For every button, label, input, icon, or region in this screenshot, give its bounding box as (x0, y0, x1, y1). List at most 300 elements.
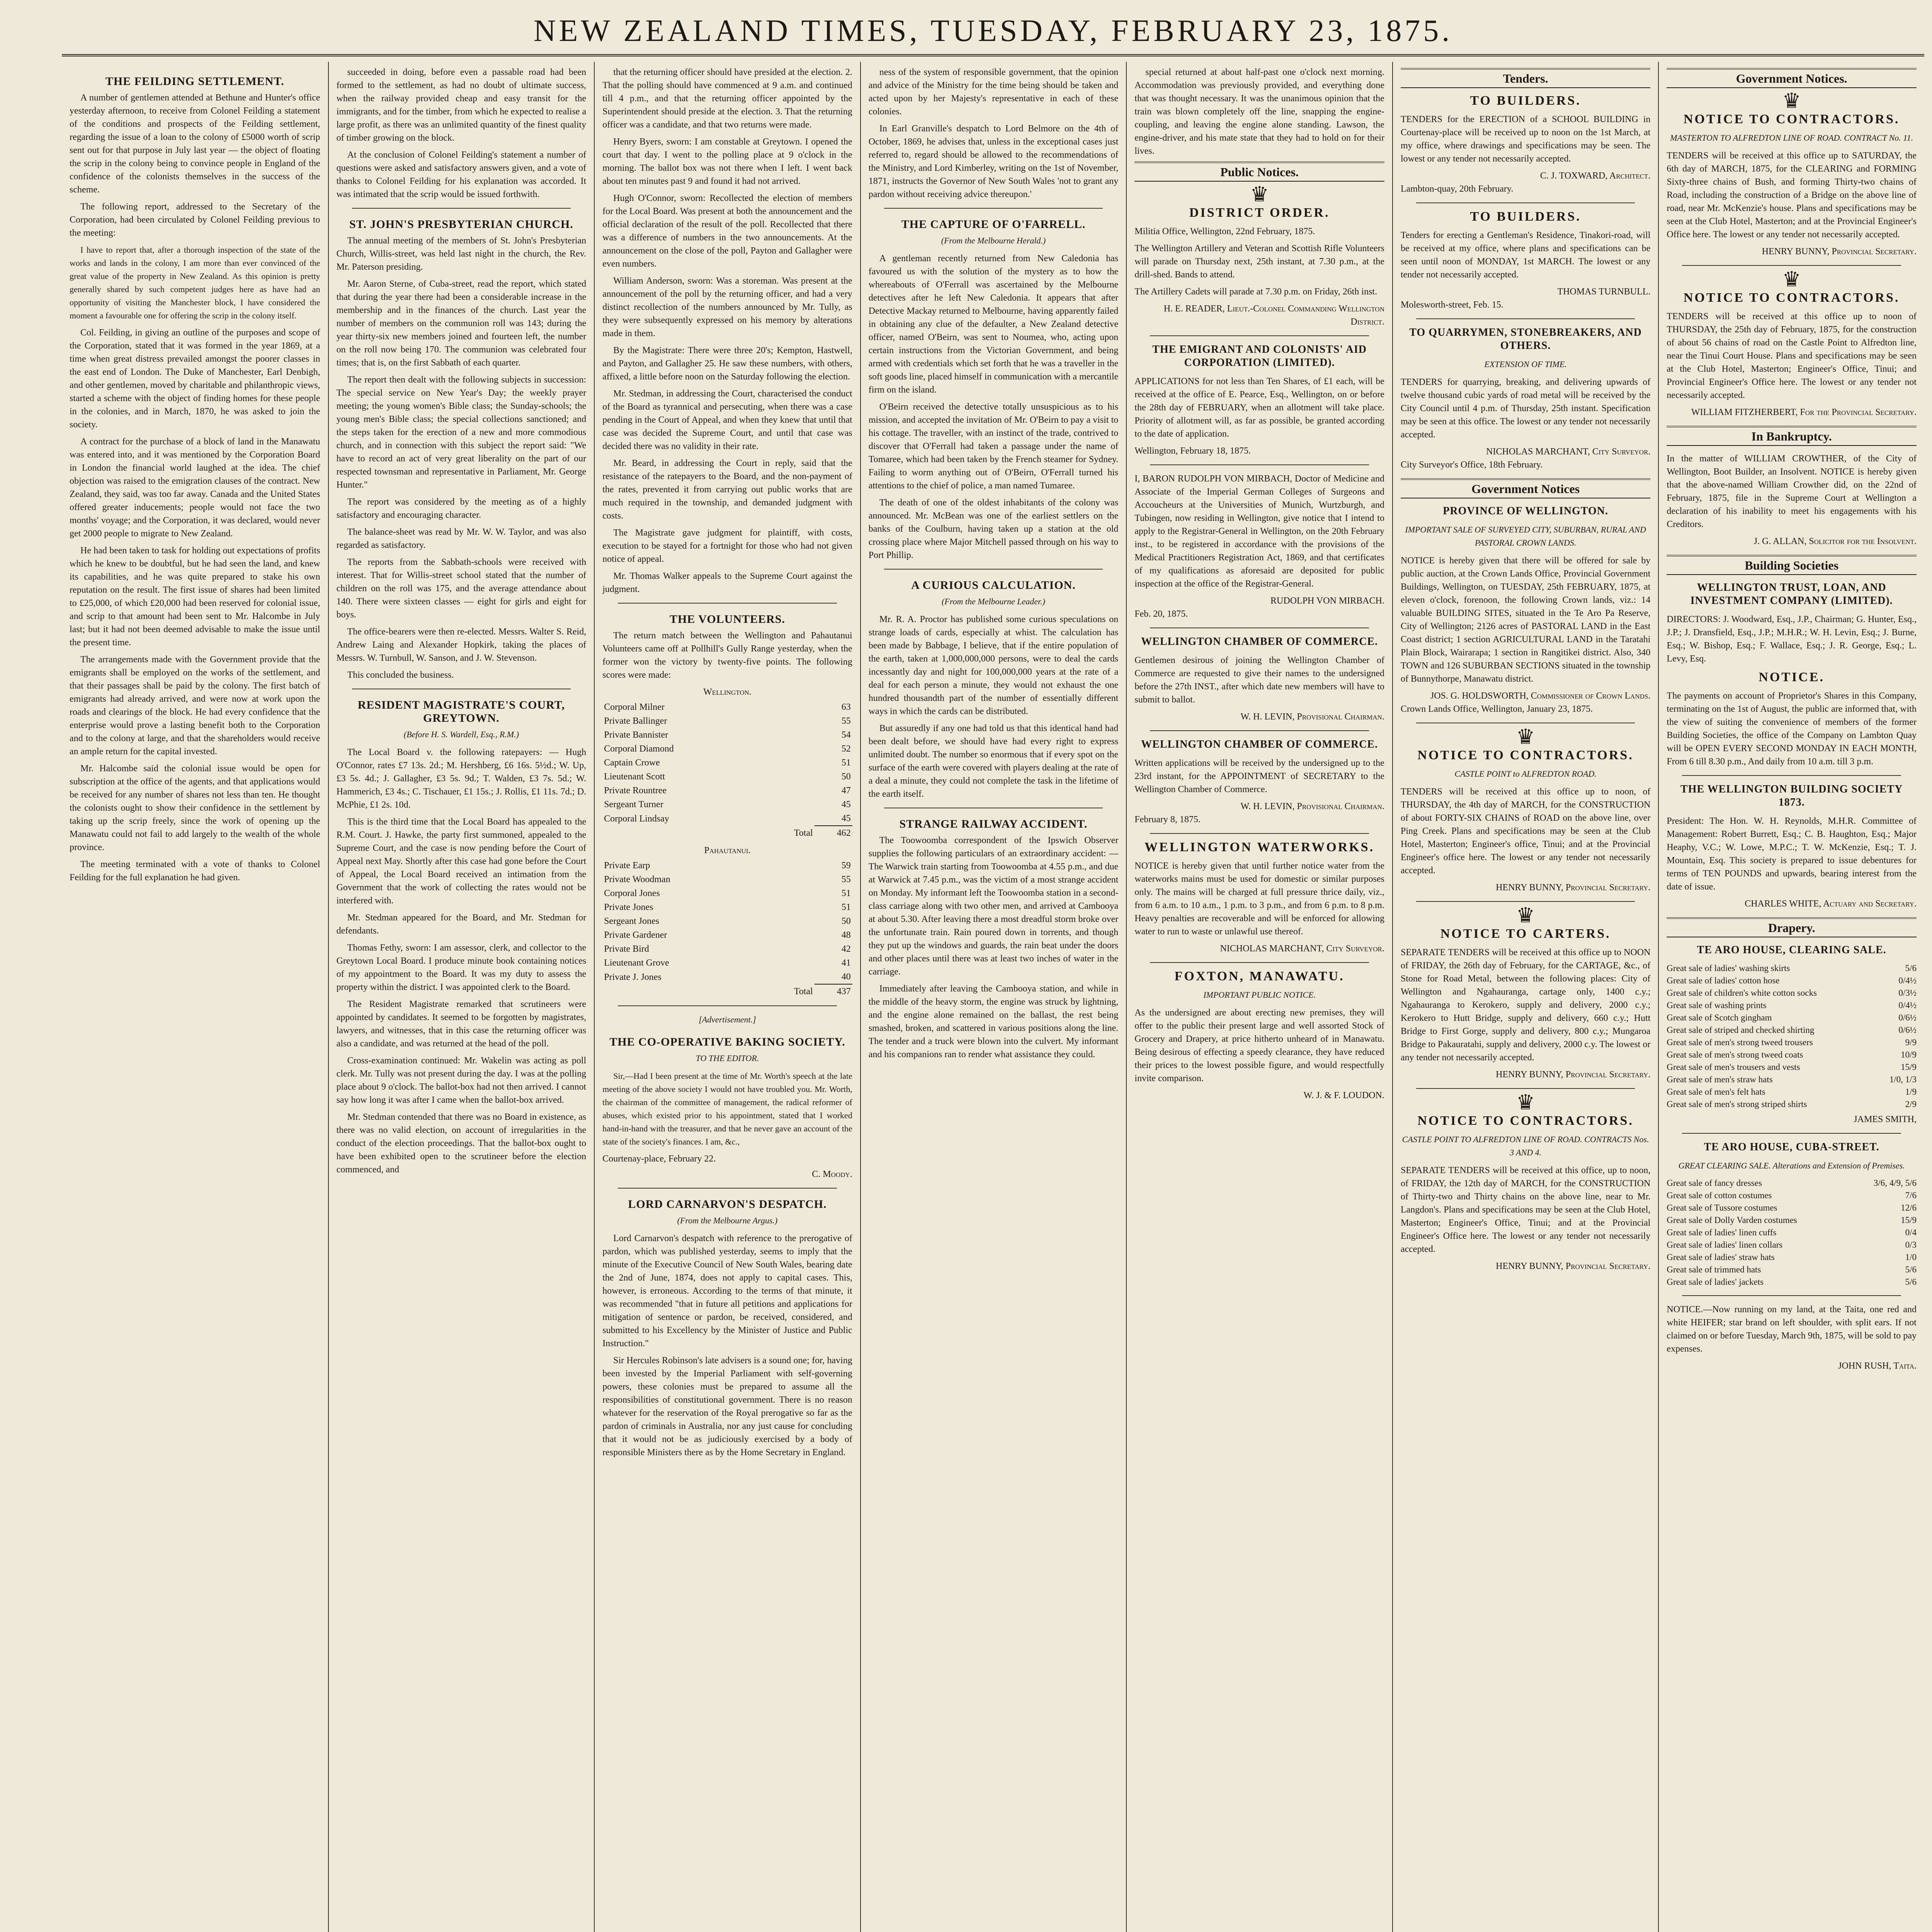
price-list (1667, 962, 1917, 1111)
paragraph: The death of one of the oldest inhabitants of the colony was announced. Mr. McBean was one of the earliest settlers on the banks of the Coulburn, having taken up a station at the old crossing place where Major Mitchell passed through on his way to Port Phillip. (868, 498, 1119, 560)
paragraph: O'Beirn received the detective totally unsuspicious as to his mission, and accepted the invitation of Mr. O'Beirn to pay a visit to his cottage. The traveller, with an instinct of the trade, contrived to discover that O'Ferrall had taken a passage under the name of Tomaree, which had been taken by the French steamer for Sydney. Failing to worm anything out of O'Beirn, O'Ferrall turned his attentions to the chief of police, a man named Tumaree. (868, 402, 1119, 491)
ad-society-1873 (1667, 783, 1917, 910)
divider (1150, 730, 1369, 731)
ad-body: I, BARON RUDOLPH VON MIRBACH, Doctor of Medicine and Associate of the Imperial German Colleges of Surgeons and Accoucheurs at the Universities of Munich, Wurtzburgh, and Tubingen, now residing in Wellington, give notice that I intend to apply to the Registrar-General in Wellington, on the 20th February inst., to be registered in accordance with the provisions of the Medical Practitioners Registration Act, 1869, and that certificates of my qualifications as aforesaid are deposited for public inspection at the office of the Registrar-General. (1134, 474, 1384, 589)
column-5 (1126, 62, 1392, 1932)
paragraph: Sir Hercules Robinson's late advisers is a sound one; for, having been invested by the Imperial Parliament with self-governing powers, these colonies must be prepared to assume all the responsibilities of constitutional government. There is no reason whatever for the reservation of the Royal prerogative so far as the pardon of criminals in Australia, nor any just cause for concluding that it would not be as judiciously exercised by a body of responsible Ministers there as by the Home Secretary in England. (602, 1355, 852, 1458)
price-value: 15/9 (1901, 1215, 1917, 1225)
ad-title: NOTICE TO CARTERS. (1440, 927, 1611, 941)
price-row (1667, 1024, 1917, 1036)
divider (1682, 775, 1901, 776)
section-building-societies: Building Societies (1667, 555, 1917, 575)
ad-date: Molesworth-street, Feb. 15. (1400, 300, 1503, 310)
price-item: Great sale of striped and checked shirting (1667, 1025, 1815, 1035)
score-row (602, 811, 852, 826)
ad-alfredton (1667, 268, 1917, 419)
price-value: 10/9 (1901, 1050, 1917, 1060)
score-name: Private Ballinger (604, 716, 667, 726)
ad-signature: THOMAS TURNBULL. (1557, 287, 1651, 297)
paragraph: The Magistrate gave judgment for plaintiff, with costs, execution to be stayed for a fortnight for those who had not given notice of appeal. (602, 528, 852, 564)
price-item: Great sale of Scotch gingham (1667, 1013, 1772, 1022)
price-value: 0/3 (1905, 1240, 1917, 1250)
ad-subtitle: IMPORTANT SALE OF SURVEYED CITY, SUBURBAN, RURAL AND PASTORAL CROWN LANDS. (1405, 525, 1646, 548)
ad-subtitle: MASTERTON TO ALFREDTON LINE OF ROAD. CONTRACT No. 11. (1670, 133, 1913, 143)
paragraph: The Toowoomba correspondent of the Ipswich Observer supplies the following particulars of an extraordinary accident: — The Warwick train starting from Toowoomba at 4.55 p.m., and due at Warwick at 7.45 p.m., was the victim of a most strange accident on Monday. My informant left the Toowoomba station in a second-class carriage along with two other men, and arrived at Cambooya at about 5.30. After leaving there a most dreadful storm broke over the unfortunate train. Rain poured down in torrents, and though they put up the windows and guards, the rain beat under the doors and other places until there was at least two inches of water in the carriage. (868, 835, 1119, 977)
ad-signature: JOS. G. HOLDSWORTH, Commissioner of Crown Lands. (1430, 691, 1651, 701)
score-points: 55 (841, 716, 851, 726)
score-points: 52 (841, 744, 851, 754)
ad-body: President: The Hon. W. H. Reynolds, M.H.R. Committee of Management: Robert Burrett, Esq.; C. B. Haughton, Esq.; Major Heaphy, V.C.; W. Lowe, M.P.C.; T. W. McKenzie, Esq.; T. J. Mountain, Esq. This society is prepared to issue debentures for terms of TEN POUNDS and upwards, bearing interest from the date of issue. (1667, 816, 1917, 892)
divider (884, 208, 1103, 209)
price-value: 5/6 (1905, 963, 1917, 973)
ad-signature: JAMES SMITH, (1854, 1114, 1917, 1124)
ad-title: NOTICE TO CONTRACTORS. (1684, 291, 1900, 305)
divider (618, 1188, 837, 1189)
divider (618, 603, 837, 604)
ad-quarrymen (1401, 326, 1651, 471)
divider (1150, 962, 1369, 963)
paragraph: The report was considered by the meeting as of a highly satisfactory and encouraging character. (336, 497, 587, 520)
score-row (602, 872, 852, 886)
divider (884, 569, 1103, 570)
score-points: 45 (841, 799, 851, 810)
price-value: 0/6½ (1898, 1025, 1917, 1035)
letter-salutation: TO THE EDITOR. (696, 1053, 759, 1063)
divider (1682, 1133, 1901, 1134)
ad-subtitle: EXTENSION OF TIME. (1484, 359, 1567, 369)
ad-body: SEPARATE TENDERS will be received at this office, up to noon, of FRIDAY, the 12th day of MARCH, for the CONSTRUCTION of Thirty-two and Thirty chains on the above line, near to Mr. Langdon's. Plans and specifications may be seen at the Club Hotel, Masterton; Engineer's Office, Tinui; and at the Provincial Engineer's Office here. The lowest or any tender not necessarily accepted. (1400, 1165, 1651, 1254)
price-item: Great sale of cotton costumes (1667, 1190, 1772, 1200)
score-points: 51 (841, 758, 851, 768)
ad-date: Crown Lands Office, Wellington, January 23, 1875. (1400, 704, 1593, 714)
ad-province (1401, 505, 1651, 716)
ad-builders-2 (1401, 210, 1651, 311)
section-drapery: Drapery. (1667, 917, 1917, 937)
price-item: Great sale of men's strong tweed coats (1667, 1050, 1803, 1060)
paragraph: Mr. Stedman, in addressing the Court, characterised the conduct of the Board as tyrannical and persecuting, when there was a case pending in the Court of Appeal, and when they knew that until that case was decided the Supreme Court, and until that case was decided there was no validity in their rate. (602, 389, 852, 451)
crown-crest-icon: ♛ (1782, 89, 1801, 112)
ad-signature: HENRY BUNNY, Provincial Secretary. (1496, 883, 1651, 893)
price-row (1667, 1012, 1917, 1024)
score-row (602, 770, 852, 784)
price-row (1667, 962, 1917, 975)
newspaper-page (62, 62, 1924, 1932)
price-item: Great sale of men's strong tweed trousers (1667, 1037, 1813, 1047)
price-value: 5/6 (1905, 1277, 1917, 1287)
ad-subtitle: GREAT CLEARING SALE. Alterations and Extension of Premises. (1678, 1161, 1905, 1170)
ad-signature: H. E. READER, Lieut.-Colonel Commanding Wellington District. (1163, 304, 1384, 327)
ad-title: NOTICE TO CONTRACTORS. (1417, 748, 1634, 762)
ad-signature: C. J. TOXWARD, Architect. (1540, 171, 1651, 181)
ad-title: WELLINGTON TRUST, LOAN, AND INVESTMENT COMPANY (LIMITED). (1690, 582, 1893, 607)
price-value: 15/9 (1901, 1062, 1917, 1072)
paragraph: special returned at about half-past one o'clock next morning. Accommodation was previously provided, and everything done that was thought necessary. It was the unanimous opinion that the train was blown completely off the line, snapping the engine-coupling, and leaving the engine alone standing. Lawson, the engine-driver, and his mate state that they had to hold on for their lives. (1134, 67, 1384, 156)
crown-crest-icon: ♛ (1782, 268, 1801, 291)
paragraph: The return match between the Wellington and Pahautanui Volunteers came off at Pollhill's Gully Range yesterday, when the former won the victory by twenty-five points. The following scores were made: (602, 631, 852, 680)
price-item: Great sale of ladies' jackets (1667, 1277, 1764, 1287)
score-name: Sergeant Turner (604, 799, 663, 810)
headline-court: RESIDENT MAGISTRATE'S COURT, GREYTOWN. (357, 699, 565, 724)
court-subtitle: (Before H. S. Wardell, Esq., R.M.) (403, 730, 519, 739)
price-value: 1/9 (1905, 1087, 1917, 1097)
ad-body: As the undersigned are about erecting new premises, they will offer to the public their present large and well assorted Stock of Grocery and Drapery, at price hitherto unheard of in Manawatu. Being desirous of effecting a speedy clearance, they have reduced their prices to the lowest possible figure, and would respectfully invite comparison. (1134, 1008, 1384, 1083)
score-points: 59 (841, 861, 851, 871)
paragraph: The meeting terminated with a vote of thanks to Colonel Feilding for the full explanation he had given. (70, 859, 320, 883)
ad-date: Lambton-quay, 20th February. (1400, 184, 1514, 194)
masthead (62, 8, 1924, 56)
price-item: Great sale of men's straw hats (1667, 1075, 1773, 1084)
price-item: Great sale of fancy dresses (1667, 1178, 1762, 1188)
ad-title: WELLINGTON CHAMBER OF COMMERCE. (1141, 738, 1378, 750)
score-name: Corporal Jones (604, 888, 660, 898)
paragraph: He had been taken to task for holding out expectations of profits which he knew to be doubtful, but he had seen the land, and knew its capabilities, and he was quite prepared to stake his own reputation on the result. The first issue of shares had been limited to £25,000, of which £20,000 had been reserved for colonial issue, and scrip to that amount had been sent to Mr. Halcombe in July last; but it had not been deemed advisable to make the issue until the present time. (70, 546, 320, 648)
ad-line: The Wellington Artillery and Veteran and Scottish Rifle Volunteers will parade on Thursday next, 25th instant, at 7.30 p.m., at the drill-shed. Bands to attend. (1134, 243, 1384, 280)
ad-date: February 8, 1875. (1134, 815, 1201, 825)
score-points: 50 (841, 772, 851, 782)
ad-trust-company (1667, 581, 1917, 768)
paragraph: The following report, addressed to the Secretary of the Corporation, had been circulated by Colonel Feilding previous to the meeting: (70, 202, 320, 238)
score-points: 42 (841, 944, 851, 954)
ad-subtitle: CASTLE POINT to ALFREDTON ROAD. (1454, 769, 1597, 779)
ad-body: SEPARATE TENDERS will be received at this office up to NOON of FRIDAY, the 26th day of February, for the CARTAGE, &c., of Stone for Road Metal, between the following places: City of Wellington and Ngahauranga, cartage only, 1400 c.y.; Ngahauranga to Kerokero, supply and delivery, 2000 c.y.; Kerokero to Hutt Bridge, supply and delivery, 660 c.y.; Hutt Bridge to First Gorge, supply and delivery, 800 c.y.; Mungaroa Bridge to Pakauratahi, supply and delivery, 2000 c.y. The lowest or any tender not necessarily accepted. (1400, 947, 1651, 1063)
price-item: Great sale of men's trousers and vests (1667, 1062, 1800, 1072)
score-name: Captain Crowe (604, 758, 660, 768)
score-row (602, 728, 852, 742)
price-item: Great sale of ladies' washing skirts (1667, 963, 1790, 973)
divider (1150, 335, 1369, 336)
headline-feilding: THE FEILDING SETTLEMENT. (105, 75, 284, 88)
price-row (1667, 1276, 1917, 1288)
divider (1416, 901, 1635, 902)
ad-body: The payments on account of Proprietor's Shares in this Company, terminating on the 1st of August, the public are informed that, with the view of suiting the convenience of members of the former Building Societies, the office of the Company on Lambton Quay will be OPEN EVERY SECOND MONDAY IN EACH MONTH, From 6 till 8.30 p.m., And daily from 10 a.m. till 3 p.m. (1667, 691, 1917, 767)
section-public-notices: Public Notices. (1134, 162, 1384, 182)
price-row (1667, 975, 1917, 987)
score-points: 50 (841, 916, 851, 926)
score-row (602, 714, 852, 728)
price-row (1667, 1086, 1917, 1098)
score-row (602, 756, 852, 770)
price-value: 1/0 (1905, 1252, 1917, 1262)
paragraph: A number of gentlemen attended at Bethune and Hunter's office yesterday afternoon, to receive from Colonel Feilding a statement of the conditions and prospects of the Feilding settlement, regarding the issue of a loan to the colony of £5000 worth of scrip sent out for that purpose in July last year — the object of floating the scrip in the colony being to convince people in England of the confidence of the colonists themselves in the success of the scheme. (70, 93, 320, 195)
price-item: Great sale of ladies' straw hats (1667, 1252, 1775, 1262)
price-value: 0/6½ (1898, 1013, 1917, 1022)
divider (352, 208, 571, 209)
paragraph: The annual meeting of the members of St. John's Presbyterian Church, Willis-street, was held last night in the church, the Rev. Mr. Paterson presiding. (336, 236, 587, 272)
headline-church: ST. JOHN'S PRESBYTERIAN CHURCH. (349, 218, 573, 231)
price-row (1667, 1239, 1917, 1251)
ad-signature: HENRY BUNNY, Provincial Secretary. (1762, 247, 1917, 257)
paragraph: Thomas Fethy, sworn: I am assessor, clerk, and collector to the Greytown Local Board. I produce minute book containing notices of my appointment to the Board. It was my duty to assess the property within the district. I was appointed clerk to the Board. (336, 943, 587, 992)
ad-title: DISTRICT ORDER. (1189, 206, 1330, 220)
section-government-notices: Government Notices (1401, 478, 1651, 498)
newspaper-title: NEW ZEALAND TIMES, TUESDAY, FEBRUARY 23, 1875. (533, 14, 1453, 48)
ad-signature: W. J. & F. LOUDON. (1303, 1090, 1384, 1100)
price-value: 7/6 (1905, 1190, 1917, 1200)
ad-notice-title: NOTICE. (1759, 670, 1825, 684)
paragraph: that the returning officer should have presided at the election. 2. That the polling should have commenced at 9 a.m. and continued till 4 p.m., and that the returning officer appointed by the Superintendent should preside at the election. 3. That the returning officer was a candidate, and that two returns were made. (602, 67, 852, 130)
price-value: 2/9 (1905, 1099, 1917, 1109)
ad-signature: J. G. ALLAN, Solicitor for the Insolvent. (1753, 536, 1917, 546)
paragraph: The report then dealt with the following subjects in succession: The special service on New Year's Day; the weekly prayer meeting; the young women's Bible class; the Sunday-schools; the young men's Bible class; the special collections sanctioned; and the steps taken for the erection of a new and more commodious church, and in connection with this subject the report said: "We have to record an act of very great liberality on the part of our respected townsman and representative in Parliament, Mr. George Hunter." (336, 375, 587, 490)
price-row (1667, 1202, 1917, 1214)
price-value: 5/6 (1905, 1265, 1917, 1274)
ad-title: TO BUILDERS. (1470, 209, 1581, 224)
score-total-label: Total (794, 986, 813, 997)
divider (1416, 202, 1635, 203)
score-points: 47 (841, 786, 851, 796)
ad-stray-heifer (1667, 1303, 1917, 1372)
headline-volunteers: THE VOLUNTEERS. (669, 613, 785, 626)
ad-carters (1400, 904, 1651, 1081)
price-value: 3/6, 4/9, 5/6 (1873, 1178, 1917, 1188)
score-points: 51 (841, 888, 851, 898)
carnarvon-source: (From the Melbourne Argus.) (677, 1216, 778, 1225)
score-row (602, 956, 852, 970)
headline-ofarrell: THE CAPTURE OF O'FARRELL. (901, 218, 1086, 231)
column-3 (594, 62, 860, 1932)
score-name: Lieutenant Scott (604, 772, 665, 782)
score-total-row (602, 826, 852, 840)
score-name: Private Woodman (604, 874, 670, 884)
ad-signature: JOHN RUSH, Taita. (1838, 1361, 1917, 1371)
score-name: Corporal Diamond (604, 744, 674, 754)
ad-date: Feb. 20, 1875. (1134, 609, 1188, 619)
ad-title: TO QUARRYMEN, STONEBREAKERS, AND OTHERS. (1409, 327, 1642, 352)
paragraph: The arrangements made with the Government provide that the emigrants shall be employed on the works of the settlement, and that their passages shall be paid by the colony. The first batch of emigrants had already arrived, and were now at work upon the roads and clearings of the block. He had every confidence that the enterprise would prove a lasting benefit both to the Corporation and to the colony at large, and that the shareholders would receive an ample return for the capital invested. (70, 655, 320, 757)
ad-body: NOTICE.—Now running on my land, at the Taita, one red and white HEIFER; star brand on left shoulder, with split ears. If not claimed on or before Tuesday, March 9th, 1875, will be sold to pay expenses. (1667, 1304, 1917, 1354)
crown-crest-icon: ♛ (1516, 1091, 1535, 1114)
price-row (1667, 1098, 1917, 1111)
paragraph: A gentleman recently returned from New Caledonia has favoured us with the solution of the mystery as to how the whereabouts of O'Ferrall was ascertained by the Melbourne detectives after he left New Caledonia. It appears that after Detective Mackay returned to Melbourne, having apparently failed in obtaining any clue of the defaulter, a New Zealand detective officer, named O'Beirn, was sent to Noumea, who, acting upon certain instructions from the Victorian Government, and being armed with credentials which set forth that he was a traveller in the soft goods line, placed himself in communication with a mercantile firm on the island. (868, 253, 1119, 395)
divider (618, 1005, 837, 1006)
price-row (1667, 1061, 1917, 1073)
price-row (1667, 1049, 1917, 1061)
score-total-row (602, 984, 852, 998)
score-total: 437 (815, 984, 852, 998)
paragraph: A contract for the purchase of a block of land in the Manawatu was entered into, and it was mentioned by the Corporation Board in London the financial world laughed at the idea. The chief objection was raised to the emigration clauses of the contract. New Zealand, they said, was too far away. Canada and the United States offered greater inducements; people would not face the two months' voyage; and the Corporation, it was declared, would never get 2000 people to migrate to New Zealand. (70, 437, 320, 539)
score-points: 54 (841, 730, 851, 740)
ad-body: TENDERS will be received at this office up to SATURDAY, the 6th day of MARCH, 1875, for the CLEARING and FORMING Sixty-three chains of Bush, and forming Thirty-two chains of Road, including the construction of a Bridge on the above line of road, near Mr. McKenzie's house. Plans and specifications may be seen at the Club Hotel, Masterton; and at the Provincial Engineer's Office here. The lowest or any tender not necessarily accepted. (1667, 151, 1917, 240)
ad-te-aro-house-2 (1667, 1141, 1917, 1288)
price-value: 9/9 (1905, 1037, 1917, 1047)
price-item: Great sale of washing prints (1667, 1000, 1767, 1010)
score-total: 462 (815, 826, 852, 840)
price-row (1667, 1214, 1917, 1226)
divider (1150, 833, 1369, 834)
ad-signature: HENRY BUNNY, Provincial Secretary. (1496, 1261, 1651, 1271)
price-row (1667, 1036, 1917, 1049)
score-total-label: Total (794, 828, 813, 838)
price-list (1667, 1177, 1917, 1288)
ad-signature: HENRY BUNNY, Provincial Secretary. (1496, 1070, 1651, 1080)
paragraph: But assuredly if any one had told us that this identical hand had been dealt before, we should have had every right to express unlimited doubt. The number so enormous that if every spot on the surface of the earth were covered with players dealing at the rate of a deal a minute, they could not complete the task in the lifetime of the earth itself. (868, 723, 1119, 799)
section-tenders: Tenders. (1401, 68, 1651, 88)
ad-foxton (1134, 970, 1384, 1102)
ad-body: Tenders for erecting a Gentleman's Residence, Tinakori-road, will be received at my office, where plans and specifications can be seen until noon of MONDAY, 1st MARCH. The lowest or any tender not necessarily accepted. (1400, 230, 1651, 280)
score-name: Private Bannister (604, 730, 668, 740)
ad-bankruptcy (1667, 452, 1917, 548)
ad-signature: WILLIAM FITZHERBERT, For the Provincial Secretary. (1691, 407, 1917, 417)
calculation-source: (From the Melbourne Leader.) (941, 597, 1045, 606)
ad-signature: W. H. LEVIN, Provisional Chairman. (1240, 801, 1384, 811)
ad-signature: RUDOLPH VON MIRBACH. (1270, 596, 1384, 606)
ad-body: APPLICATIONS for not less than Ten Shares, of £1 each, will be received at the office of E. Pearce, Esq., Wellington, on or before the 28th day of FEBRUARY, when an allotment will take place. Priority of allotment will, as far as possible, be granted according to the date of application. (1134, 376, 1384, 439)
score-points: 51 (841, 902, 851, 912)
ad-title: PROVINCE OF WELLINGTON. (1443, 505, 1609, 517)
ad-title: TE ARO HOUSE, CUBA-STREET. (1704, 1141, 1879, 1153)
ad-emigrants (1134, 343, 1384, 457)
ad-signature: NICHOLAS MARCHANT, City Surveyor. (1220, 944, 1384, 954)
score-row (602, 928, 852, 942)
column-7 (1658, 62, 1924, 1932)
paragraph: Cross-examination continued: Mr. Wakelin was acting as poll clerk. Mr. Tully was not present during the day. I was at the polling place about 9 o'clock. The ballot-box had not then arrived. I cannot say how long it was after I came when the ballot-box arrived. (336, 1056, 587, 1105)
paragraph: At the conclusion of Colonel Feilding's statement a number of questions were asked and satisfactory answers given, and a vote of thanks to Colonel Feilding for his explanation was accorded. It was intimated that the scrip would be issued forthwith. (336, 150, 587, 199)
divider (1416, 318, 1635, 319)
score-row (602, 970, 852, 984)
price-row (1667, 999, 1917, 1012)
ad-line: Militia Office, Wellington, 22nd February, 1875. (1134, 226, 1315, 236)
ad-title: FOXTON, MANAWATU. (1174, 969, 1345, 983)
paragraph: This concluded the business. (347, 670, 454, 680)
headline-baking-society: THE CO-OPERATIVE BAKING SOCIETY. (609, 1036, 845, 1048)
advertisement-label: [Advertisement.] (699, 1015, 756, 1024)
score-name: Private Rountree (604, 786, 667, 796)
paragraph: The reports from the Sabbath-schools were received with interest. That for Willis-street school stated that the number of children on the roll was 175, and the average attendance about 140. There were sixteen classes — eight for girls and eight for boys. (336, 557, 587, 620)
ad-line: The Artillery Cadets will parade at 7.30 p.m. on Friday, 26th inst. (1134, 287, 1377, 297)
ad-body: TENDERS for the ERECTION of a SCHOOL BUILDING in Courtenay-place will be received up to noon on the 1st March, at my office, where drawings and specifications may be seen. The lowest or any tender not necessarily accepted. (1400, 114, 1651, 164)
price-item: Great sale of trimmed hats (1667, 1265, 1761, 1274)
paragraph: Lord Carnarvon's despatch with reference to the prerogative of pardon, which was published yesterday, seems to imply that the minute of the Executive Council of New South Wales, bearing date the 2nd of June, 1874, does not apply to capital cases. This, however, is erroneous. According to the terms of that minute, it was recommended "that in future all petitions and applications for mitigation of sentence or pardon, be received, considered, and submitted to his Excellency by the Minister of Justice and Public Instruction." (602, 1233, 852, 1349)
paragraph: Hugh O'Connor, sworn: Recollected the election of members for the Local Board. Was present at both the announcement and the official declaration of the result of the poll. Recollected that there was a difference of numbers in the two announcements. At the announcement on the close of the poll, Payton and Gallagher were even numbers. (602, 193, 852, 269)
score-points: 45 (841, 813, 851, 823)
paragraph: Mr. Aaron Sterne, of Cuba-street, read the report, which stated that during the year there had been a considerable increase in the membership and in the finances of the church. Last year the number of members on the communion roll was 143; during the year thirty-six new members joined and fourteen left, the number on the roll now being 170. The communion was celebrated four times; that is, on the first Sabbath of each quarter. (336, 279, 587, 368)
letter-signature: C. Moody. (812, 1169, 852, 1179)
paragraph: Mr. Halcombe said the colonial issue would be open for subscription at the office of the agents, and that applications would be received for any number of shares not less than ten. He thought the colonists ought to show their confidence in the settlement by taking up the scrip freely, since the work of opening up the Manawatu could not fail to add largely to the wealth of the whole province. (70, 764, 320, 852)
ad-date: Wellington, February 18, 1875. (1134, 446, 1251, 456)
price-row (1667, 987, 1917, 999)
ad-title: TE ARO HOUSE, CLEARING SALE. (1697, 944, 1886, 956)
ad-body: NOTICE is hereby given that there will be offered for sale by public auction, at the Crown Lands Office, Provincial Government Buildings, Wellington, on TUESDAY, 25th FEBRUARY, 1875, at eleven o'clock, forenoon, the following Crown lands, viz.: 14 valuable BUILDING SITES, situated in the Te Aro Pa Reserve, City of Wellington; 2126 acres of PASTORAL LAND in the East Coast district; 1 section AGRICULTURAL LAND in the Taratahi Plain Block, Wairarapa; 1 section in Rangitikei district. Also, 340 TOWN and 126 SUBURBAN SECTIONS situated in the township of Bunnythorpe, Manawatu district. (1400, 556, 1651, 684)
divider (1682, 265, 1901, 266)
price-item: Great sale of men's felt hats (1667, 1087, 1765, 1097)
score-name: Lieutenant Grove (604, 958, 669, 968)
ad-title: WELLINGTON CHAMBER OF COMMERCE. (1141, 636, 1378, 648)
ad-body: In the matter of WILLIAM CROWTHER, of the City of Wellington, Boot Builder, an Insolvent. NOTICE is hereby given that the above-named William Crowther did, on the 22nd of February, 1875, file in the Supreme Court at Wellington a declaration of his inability to meet his engagements with his Creditors. (1667, 454, 1917, 529)
ad-chamber-commerce-2 (1134, 738, 1384, 826)
paragraph: Henry Byers, sworn: I am constable at Greytown. I opened the court that day. I went to the polling place at 9 o'clock in the morning. The ballot box was not there when I left. I went back about ten minutes past 9 and found it had not arrived. (602, 137, 852, 186)
ad-mirbach (1134, 472, 1384, 621)
price-item: Great sale of Tussore costumes (1667, 1203, 1777, 1213)
ad-castle-point-2 (1400, 1091, 1651, 1273)
paragraph: The office-bearers were then re-elected. Messrs. Walter S. Reid, Andrew Laing and Alexander Hopkirk, taking the places of Messrs. W. Turnbull, W. Sanson, and J. W. Stevenson. (336, 627, 587, 663)
ad-subtitle: CASTLE POINT TO ALFREDTON LINE OF ROAD. CONTRACTS Nos. 3 AND 4. (1402, 1134, 1649, 1157)
ad-subtitle: IMPORTANT PUBLIC NOTICE. (1203, 990, 1316, 1000)
ad-body: TENDERS for quarrying, breaking, and delivering upwards of twelve thousand cubic yards of road metal will be received by the City Council until 4 p.m. of Thursday, 25th instant. Specification may be seen at this office. The lowest or any tender not necessarily accepted. (1400, 377, 1651, 440)
ad-waterworks (1134, 841, 1384, 955)
paragraph: Mr. R. A. Proctor has published some curious speculations on strange loads of cards, especially at whist. The calculation has been made by Babbage, I believe, that if the entire population of the earth, taken at 1,000,000,000 persons, were to deal the cards incessantly day and night for 100,000,000 years at the rate of a deal for each person a minute, they would not exhaust the one hundred thousandth part of the number of essentially different ways in which the cards can be distributed. (868, 614, 1119, 716)
ad-body: TENDERS will be received at this office up to noon of THURSDAY, the 25th day of February, 1875, for the construction of about 56 chains of road on the Castle Point to Alfredton line, near the Tinui Court House. Plans and specifications may be seen at the Club Hotel, Masterton; Engineer's Office, Tinui; and Provincial Engineer's Office here. The lowest or any tender not necessarily accepted. (1667, 311, 1917, 400)
paragraph: Sir,—Had I been present at the time of Mr. Worth's speech at the late meeting of the above society I would not have troubled you. Mr. Worth, the chairman of the committee of management, the radical reformer of abuses, which existed prior to his appointment, stated that I worked hand-in-hand with the treasurer, and that he never gave an account of the state of the society's finances. I am, &c., (602, 1071, 852, 1146)
price-row (1667, 1073, 1917, 1086)
divider (1682, 1295, 1901, 1296)
ad-masterton (1667, 89, 1917, 258)
paragraph: William Anderson, sworn: Was a storeman. Was present at the announcement of the poll by the returning officer, and had a very distinct recollection of the numbers announced by Mr. Tully, as they were subsequently expressed on his memory by alterations made in them. (602, 276, 852, 338)
score-name: Private Gardener (604, 930, 667, 940)
price-value: 1/0, 1/3 (1889, 1075, 1917, 1084)
paragraph: The Local Board v. the following ratepayers: — Hugh O'Connor, rates £7 13s. 2d.; M. Hershberg, £6 16s. 5½d.; W. Up, £3 5s. 4d.; J. Gallagher, £3 5s. 9d.; T. Walden, £3 7s. 5d.; W. Hammerich, £3 4s.; C. Tischauer, £1 15s.; J. Rollis, £1 11s. 7d.; D. McPhie, £1 2s. 10d. (336, 747, 587, 810)
paragraph: The Resident Magistrate remarked that scrutineers were appointed by candidates. It seemed to be forgotten by magistrates, lawyers, and witnesses, that in this case the returning officer was also a candidate, and was returned at the head of the poll. (336, 999, 587, 1049)
score-name: Sergeant Jones (604, 916, 660, 926)
ad-title: THE WELLINGTON BUILDING SOCIETY 1873. (1680, 783, 1903, 808)
score-name: Corporal Milner (604, 702, 665, 712)
ad-title: NOTICE TO CONTRACTORS. (1684, 112, 1900, 126)
price-value: 0/4½ (1898, 976, 1917, 985)
ad-directors: DIRECTORS: J. Woodward, Esq., J.P., Chairman; G. Hunter, Esq., J.P.; J. Dransfield, Esq., J.P.; M.H.R.; W. H. Levin, Esq.; J. Burne, Esq.; W. Bishop, Esq.; F. Wallace, Esq.; J. R. George, Esq.; L. Levy, Esq. (1667, 614, 1917, 664)
ofarrell-source: (From the Melbourne Herald.) (941, 236, 1046, 245)
score-row (602, 886, 852, 900)
ad-castle-point (1400, 725, 1651, 894)
wellington-score-table (602, 700, 852, 840)
paragraph: succeeded in doing, before even a passable road had been formed to the settlement, as had no doubt of ultimate success, when the railway provided cheap and easy transit for the immigrants, and for the timber, from which he expected to realise a large profit, as there was an unlimited quantity of the finest quality of timber growing on the block. (336, 67, 587, 143)
wellington-score-heading: Wellington. (703, 687, 752, 697)
ad-title: TO BUILDERS. (1470, 94, 1581, 108)
column-4 (860, 62, 1126, 1932)
score-row (602, 942, 852, 956)
score-points: 55 (841, 874, 851, 884)
paragraph: The balance-sheet was read by Mr. W. W. Taylor, and was also regarded as satisfactory. (336, 527, 587, 550)
paragraph: Immediately after leaving the Cambooya station, and while in the middle of the heavy storm, the engine was struck by lightning, and the engine alone remained on the ballast, the rest being smashed, broken, and scattered in various positions along the line. The tender and a truck were blown into the culvert. My informant and his companions ran to render what assistance they could. (868, 984, 1119, 1060)
ad-title: NOTICE TO CONTRACTORS. (1417, 1114, 1634, 1128)
pahautanui-score-table (602, 859, 852, 998)
price-item: Great sale of children's white cotton socks (1667, 988, 1817, 998)
score-points: 63 (841, 702, 851, 712)
ad-te-aro-house (1667, 944, 1917, 1126)
score-points: 41 (841, 958, 851, 968)
paragraph: ness of the system of responsible government, that the opinion and advice of the Ministry for the time being should be taken and acted upon by her Majesty's representative in each of these colonies. (868, 67, 1119, 117)
paragraph: In Earl Granville's despatch to Lord Belmore on the 4th of October, 1869, he advises that, unless in the exceptional cases just referred to, regard should be allowed to the recommendations of the Ministry, and Lord Kimberley, writing on the 1st of November, 1871, instructs the Governor of New South Wales 'not to grant any pardon without receiving advice thereupon.' (868, 124, 1119, 199)
divider (1416, 1088, 1635, 1089)
column-6 (1392, 62, 1658, 1932)
price-value: 0/3½ (1898, 988, 1917, 998)
section-government-notices: Government Notices. (1667, 68, 1917, 88)
ad-signature: W. H. LEVIN, Provisional Chairman. (1240, 712, 1384, 722)
price-value: 12/6 (1901, 1203, 1917, 1213)
ad-date: City Surveyor's Office, 18th February. (1400, 460, 1543, 470)
column-1 (62, 62, 328, 1932)
score-row (602, 859, 852, 872)
price-row (1667, 1189, 1917, 1202)
score-row (602, 914, 852, 928)
pahautanui-score-heading: Pahautanui. (704, 845, 751, 855)
headline-railway: STRANGE RAILWAY ACCIDENT. (899, 818, 1088, 830)
paragraph: Mr. Beard, in addressing the Court in reply, said that the resistance of the ratepayers to the Board, and the non-payment of the rates, prevented it from carrying out public works that are much required in the township, and demanded judgment with costs. (602, 458, 852, 521)
price-row (1667, 1251, 1917, 1264)
score-name: Corporal Lindsay (604, 813, 669, 824)
price-row (1667, 1264, 1917, 1276)
headline-calculation: A CURIOUS CALCULATION. (911, 579, 1076, 592)
price-item: Great sale of ladies' cotton hose (1667, 976, 1780, 985)
paragraph: Mr. Stedman contended that there was no Board in existence, as there was no valid election, on account of irregularities in the conduct of the election proceedings. That the ballot-box ought to have been exhibited open to the scrutineer before the election commenced, and (336, 1112, 587, 1175)
score-name: Private Jones (604, 902, 653, 912)
paragraph: By the Magistrate: There were three 20's; Kempton, Hastwell, and Payton, and Gallagher 25. He saw these numbers, with others, affixed, a little before noon on the Saturday following the election. (602, 345, 852, 382)
price-row (1667, 1177, 1917, 1189)
ad-signature: CHARLES WHITE, Actuary and Secretary. (1745, 899, 1917, 909)
score-row (602, 900, 852, 914)
ad-body: Gentlemen desirous of joining the Wellington Chamber of Commerce are requested to give their names to the undersigned before the 27th INST., after which date new members will have to submit to ballot. (1134, 655, 1384, 705)
price-value: 0/4 (1905, 1228, 1917, 1237)
ad-body: TENDERS will be received at this office up to noon, of THURSDAY, the 4th day of MARCH, for the CONSTRUCTION of about FORTY-SIX CHAINS of ROAD on the above line, over Ping Creek. Plans and specifications may be seen at the Club Hotel, Masterton; Engineer's office, Tinui; and at the Provincial Engineer's office here. The lowest or any tender not necessarily accepted. (1400, 787, 1651, 876)
paragraph: Mr. Thomas Walker appeals to the Supreme Court against the judgment. (602, 571, 852, 594)
